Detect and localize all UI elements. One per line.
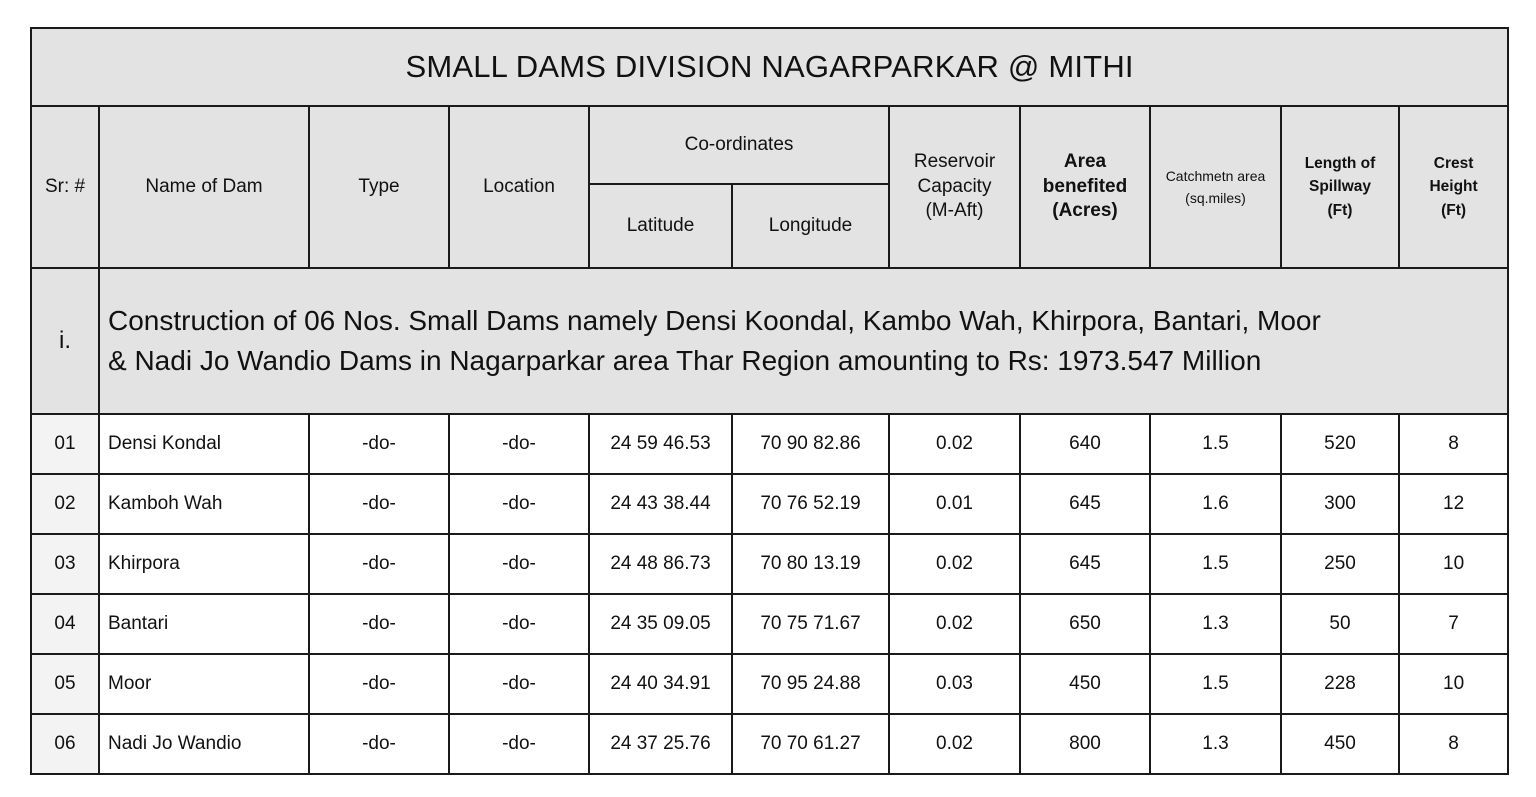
header-spillway-line3: (Ft) bbox=[1327, 201, 1353, 219]
header-spillway-line2: Spillway bbox=[1308, 178, 1372, 196]
cell-catchment-area: 1.5 bbox=[1150, 534, 1281, 594]
cell-catchment-area: 1.6 bbox=[1150, 474, 1281, 534]
header-reservoir-capacity bbox=[889, 106, 1020, 268]
cell-longitude: 70 70 61.27 bbox=[732, 714, 889, 774]
cell-spillway-length: 50 bbox=[1281, 594, 1399, 654]
header-coordinates: Co-ordinates bbox=[589, 106, 889, 184]
cell-longitude: 70 90 82.86 bbox=[732, 414, 889, 474]
table-row bbox=[31, 474, 1508, 534]
cell-type: -do- bbox=[309, 474, 449, 534]
cell-location: -do- bbox=[449, 474, 589, 534]
cell-crest-height: 7 bbox=[1399, 594, 1508, 654]
cell-sr: 01 bbox=[31, 414, 99, 474]
table-row bbox=[31, 414, 1508, 474]
cell-reservoir-capacity: 0.03 bbox=[889, 654, 1020, 714]
cell-longitude: 70 75 71.67 bbox=[732, 594, 889, 654]
cell-name: Khirpora bbox=[99, 534, 309, 594]
cell-latitude: 24 48 86.73 bbox=[589, 534, 732, 594]
header-area-line3: (Acres) bbox=[1052, 200, 1118, 222]
table-row bbox=[31, 534, 1508, 594]
header-latitude: Latitude bbox=[589, 184, 732, 268]
cell-location: -do- bbox=[449, 714, 589, 774]
cell-sr: 04 bbox=[31, 594, 99, 654]
header-area-line1: Area bbox=[1063, 150, 1107, 172]
cell-sr: 03 bbox=[31, 534, 99, 594]
cell-latitude: 24 35 09.05 bbox=[589, 594, 732, 654]
cell-catchment-area: 1.5 bbox=[1150, 414, 1281, 474]
cell-crest-height: 8 bbox=[1399, 714, 1508, 774]
header-crest-line2: Height bbox=[1429, 178, 1478, 196]
cell-catchment-area: 1.3 bbox=[1150, 714, 1281, 774]
header-sr: Sr: # bbox=[31, 106, 99, 268]
header-catchment-area bbox=[1150, 106, 1281, 268]
cell-catchment-area: 1.3 bbox=[1150, 594, 1281, 654]
header-spillway-line1: Length of bbox=[1304, 155, 1376, 173]
cell-spillway-length: 228 bbox=[1281, 654, 1399, 714]
cell-reservoir-capacity: 0.02 bbox=[889, 414, 1020, 474]
cell-spillway-length: 300 bbox=[1281, 474, 1399, 534]
cell-reservoir-capacity: 0.02 bbox=[889, 714, 1020, 774]
cell-crest-height: 10 bbox=[1399, 654, 1508, 714]
header-catchment-line1: Catchmetn area bbox=[1165, 167, 1266, 184]
cell-crest-height: 8 bbox=[1399, 414, 1508, 474]
header-longitude: Longitude bbox=[732, 184, 889, 268]
cell-reservoir-capacity: 0.01 bbox=[889, 474, 1020, 534]
cell-type: -do- bbox=[309, 594, 449, 654]
cell-latitude: 24 59 46.53 bbox=[589, 414, 732, 474]
header-spillway-length bbox=[1281, 106, 1399, 268]
header-crest-line1: Crest bbox=[1433, 155, 1474, 173]
table-row bbox=[31, 654, 1508, 714]
cell-longitude: 70 80 13.19 bbox=[732, 534, 889, 594]
header-area-benefited bbox=[1020, 106, 1150, 268]
table-title: SMALL DAMS DIVISION NAGARPARKAR @ MITHI bbox=[31, 28, 1508, 106]
cell-location: -do- bbox=[449, 534, 589, 594]
cell-location: -do- bbox=[449, 414, 589, 474]
cell-catchment-area: 1.5 bbox=[1150, 654, 1281, 714]
cell-spillway-length: 520 bbox=[1281, 414, 1399, 474]
cell-reservoir-capacity: 0.02 bbox=[889, 534, 1020, 594]
cell-latitude: 24 43 38.44 bbox=[589, 474, 732, 534]
cell-area-benefited: 645 bbox=[1020, 534, 1150, 594]
header-reservoir-line3: (M-Aft) bbox=[925, 200, 984, 222]
cell-area-benefited: 800 bbox=[1020, 714, 1150, 774]
cell-sr: 06 bbox=[31, 714, 99, 774]
header-name: Name of Dam bbox=[99, 106, 309, 268]
header-area-line2: benefited bbox=[1042, 175, 1128, 197]
section-line-1: Construction of 06 Nos. Small Dams namely Densi Koondal, Kambo Wah, Khirpora, Bantari, Moor bbox=[108, 305, 1321, 336]
cell-name: Moor bbox=[99, 654, 309, 714]
cell-area-benefited: 640 bbox=[1020, 414, 1150, 474]
cell-sr: 05 bbox=[31, 654, 99, 714]
cell-name: Kamboh Wah bbox=[99, 474, 309, 534]
cell-crest-height: 10 bbox=[1399, 534, 1508, 594]
cell-latitude: 24 40 34.91 bbox=[589, 654, 732, 714]
cell-type: -do- bbox=[309, 654, 449, 714]
cell-area-benefited: 450 bbox=[1020, 654, 1150, 714]
header-crest-height bbox=[1399, 106, 1508, 268]
cell-name: Bantari bbox=[99, 594, 309, 654]
header-crest-line3: (Ft) bbox=[1441, 201, 1467, 219]
cell-reservoir-capacity: 0.02 bbox=[889, 594, 1020, 654]
dams-table bbox=[30, 27, 1509, 775]
cell-sr: 02 bbox=[31, 474, 99, 534]
dam-rows bbox=[31, 414, 1508, 774]
table-row bbox=[31, 594, 1508, 654]
section-description bbox=[99, 268, 1508, 414]
header-reservoir-line2: Capacity bbox=[917, 175, 992, 197]
cell-longitude: 70 76 52.19 bbox=[732, 474, 889, 534]
cell-type: -do- bbox=[309, 534, 449, 594]
cell-area-benefited: 645 bbox=[1020, 474, 1150, 534]
cell-crest-height: 12 bbox=[1399, 474, 1508, 534]
header-type: Type bbox=[309, 106, 449, 268]
section-line-2: & Nadi Jo Wandio Dams in Nagarparkar area Thar Region amounting to Rs: 1973.547 Million bbox=[108, 345, 1262, 376]
section-number: i. bbox=[31, 268, 99, 414]
table-row bbox=[31, 714, 1508, 774]
cell-location: -do- bbox=[449, 654, 589, 714]
cell-name: Densi Kondal bbox=[99, 414, 309, 474]
cell-latitude: 24 37 25.76 bbox=[589, 714, 732, 774]
cell-type: -do- bbox=[309, 414, 449, 474]
cell-location: -do- bbox=[449, 594, 589, 654]
cell-name: Nadi Jo Wandio bbox=[99, 714, 309, 774]
cell-area-benefited: 650 bbox=[1020, 594, 1150, 654]
header-location: Location bbox=[449, 106, 589, 268]
cell-spillway-length: 450 bbox=[1281, 714, 1399, 774]
header-catchment-line2: (sq.miles) bbox=[1185, 190, 1246, 206]
cell-type: -do- bbox=[309, 714, 449, 774]
cell-spillway-length: 250 bbox=[1281, 534, 1399, 594]
header-reservoir-line1: Reservoir bbox=[913, 150, 996, 172]
cell-longitude: 70 95 24.88 bbox=[732, 654, 889, 714]
